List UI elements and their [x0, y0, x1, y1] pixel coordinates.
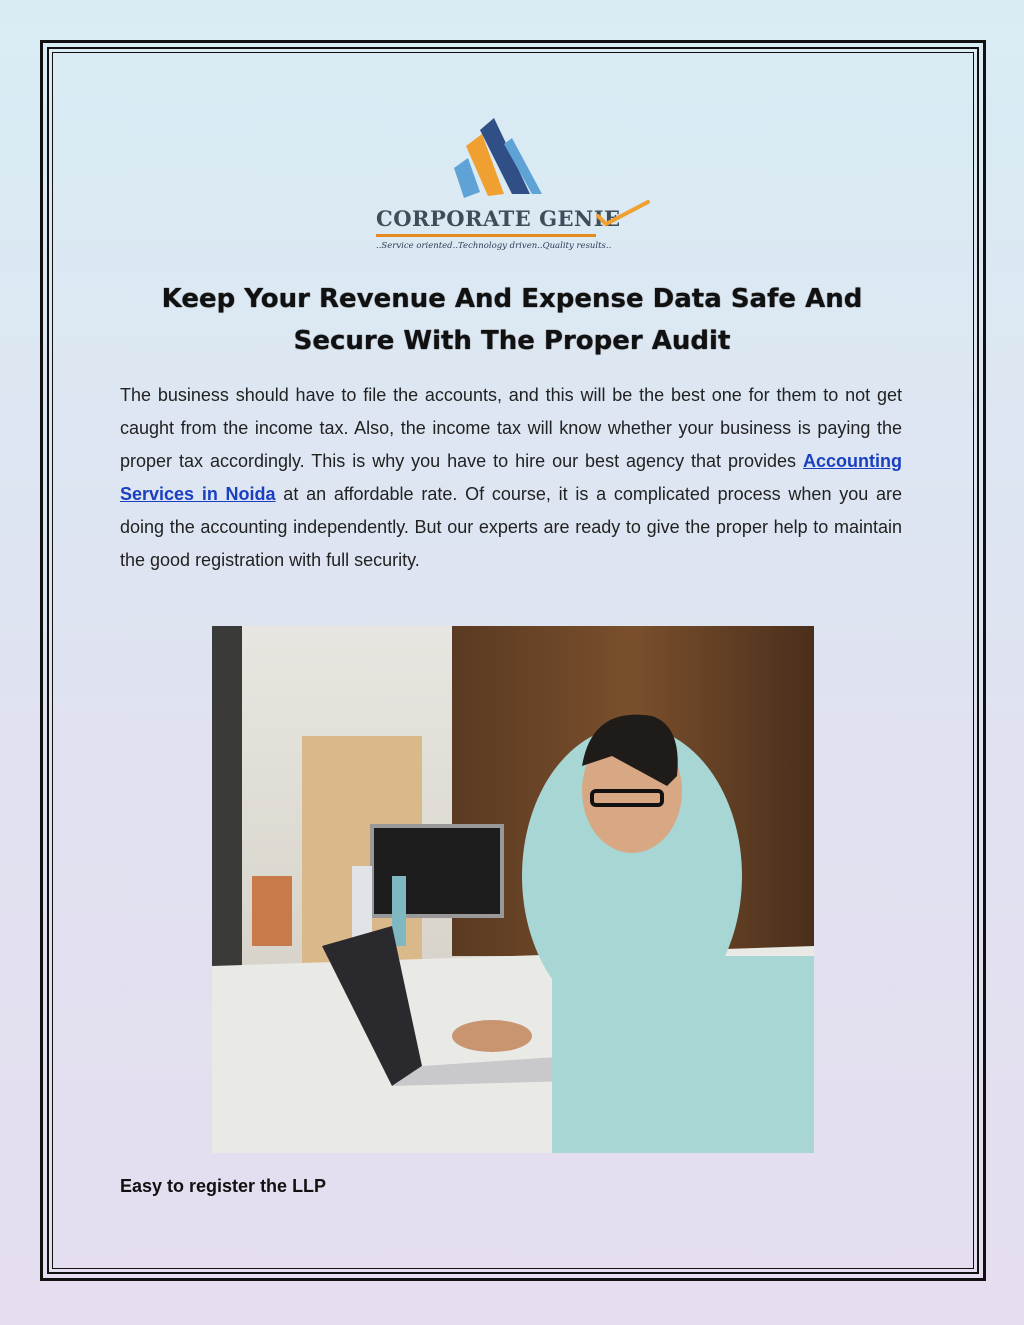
accounting-services-noida-link[interactable]: Accounting Services in Noida	[120, 451, 902, 504]
man-working-on-laptop-photo	[212, 626, 814, 1153]
paragraph-text-before-link: The business should have to file the accounts, and this will be the best one for them to not get caught from the income tax. Also, the income tax will know whether your business is paying the proper tax accordingly. This is why you have to hire our best agency that provides	[120, 385, 902, 471]
article-title-line-1: Keep Your Revenue And Expense Data Safe And	[161, 284, 863, 314]
article-body	[120, 379, 902, 577]
corporate-genie-logo	[372, 118, 652, 258]
logo-underline	[376, 234, 596, 237]
logo-tagline: ..Service oriented..Technology driven..Quality results..	[376, 241, 612, 251]
checkmark-icon	[592, 200, 652, 230]
body-paragraph	[120, 379, 902, 577]
stacked-diagonal-bars-logo-icon	[446, 118, 546, 198]
logo-wordmark: CORPORATE GENIE	[376, 206, 621, 231]
article-title	[100, 278, 924, 362]
paragraph-text-after-link: at an affordable rate. Of course, it is a complicated process when you are doing the accounting independently. But our experts are ready to give the proper help to maintain the good registration with full security.	[120, 484, 902, 570]
section-subheading: Easy to register the LLP	[120, 1176, 327, 1196]
article-title-line-2: Secure With The Proper Audit	[293, 326, 731, 356]
